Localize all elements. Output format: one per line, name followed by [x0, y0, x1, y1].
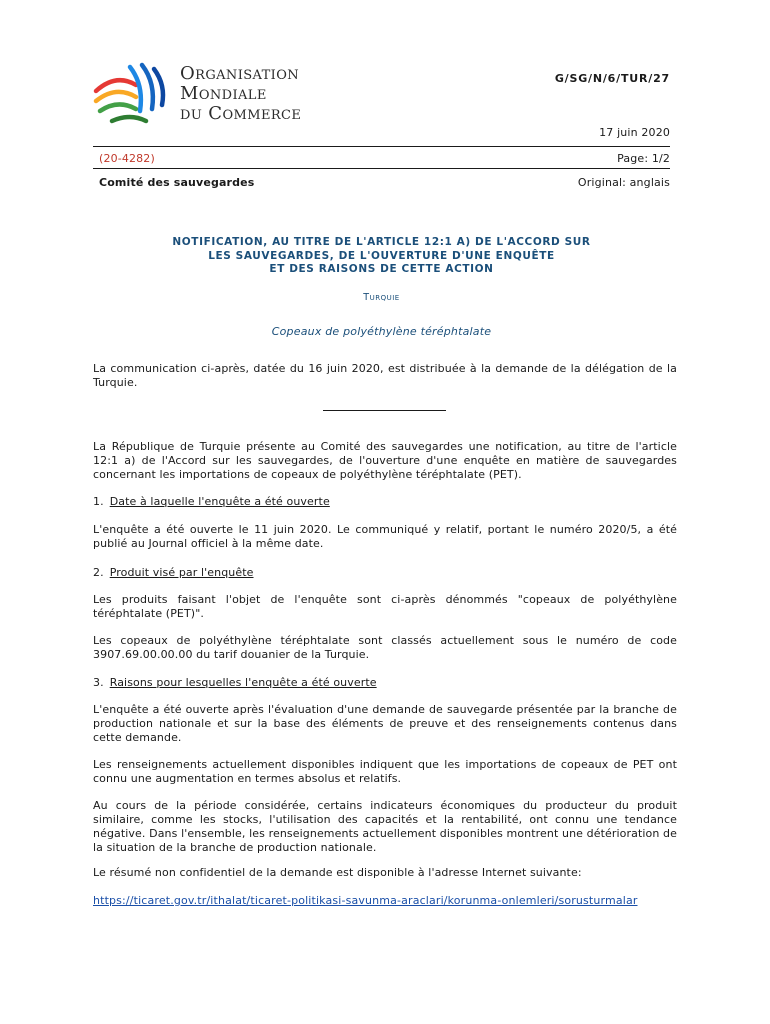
- org-name-line3: du Commerce: [180, 103, 302, 124]
- section-2-title: Produit visé par l'enquête: [109, 566, 254, 579]
- document-date: 17 juin 2020: [599, 126, 670, 139]
- header-rule: [93, 146, 670, 147]
- header-rule-2: [93, 168, 670, 169]
- intro-paragraph: La communication ci-après, datée du 16 juin 2020, est distribuée à la demande de la délégation de la Turquie.: [93, 362, 677, 389]
- summary-url-link[interactable]: https://ticaret.gov.tr/ithalat/ticaret-politikasi-savunma-araclari/korunma-onlemleri/sorusturmalar: [93, 894, 638, 907]
- org-name-line2: Mondiale: [180, 83, 267, 104]
- title-line-2: LES SAUVEGARDES, DE L'OUVERTURE D'UNE ENQUÊTE: [208, 249, 555, 262]
- page-number: Page: 1/2: [617, 152, 670, 165]
- section-3-paragraph-4: Le résumé non confidentiel de la demande est disponible à l'adresse Internet suivante:: [93, 866, 582, 879]
- section-3-number: 3.: [93, 676, 104, 689]
- title-line-1: NOTIFICATION, AU TITRE DE L'ARTICLE 12:1 A) DE L'ACCORD SUR: [172, 236, 591, 248]
- country-name: Turquie: [363, 292, 400, 303]
- section-2-number: 2.: [93, 566, 104, 579]
- section-1-title: Date à laquelle l'enquête a été ouverte: [109, 495, 330, 508]
- section-2-paragraph-1: Les produits faisant l'objet de l'enquête sont ci-après dénommés "copeaux de polyéthylène téréphtalate (PET)".: [93, 593, 677, 620]
- committee-name: Comité des sauvegardes: [99, 176, 255, 189]
- wto-logo-icon: [90, 55, 174, 133]
- wto-logo: [90, 55, 340, 133]
- section-2-heading: [93, 566, 254, 579]
- section-1-paragraph: L'enquête a été ouverte le 11 juin 2020. Le communiqué y relatif, portant le numéro 2020/5, a été publié au Journal officiel à la même date.: [93, 523, 677, 550]
- reference-number: (20-4282): [99, 152, 155, 165]
- section-1-number: 1.: [93, 495, 104, 508]
- body-paragraph-1: La République de Turquie présente au Comité des sauvegardes une notification, au titre de l'article 12:1 a) de l'Accord sur les sauvegardes, de l'ouverture d'une enquête en matière de sauvegardes concernant les importations de copeaux de polyéthylène téréphtalate (PET).: [93, 440, 677, 481]
- product-name: Copeaux de polyéthylène téréphtalate: [271, 325, 492, 338]
- section-3-paragraph-1: L'enquête a été ouverte après l'évaluation d'une demande de sauvegarde présentée par la branche de production nationale et sur la base des éléments de preuve et des renseignements contenus dans cette demande.: [93, 703, 677, 744]
- section-3-paragraph-3: Au cours de la période considérée, certains indicateurs économiques du producteur du produit similaire, comme les stocks, l'utilisation des capacités et la rentabilité, ont connu une tendance négative. Dans l'ensemble, les renseignements actuellement disponibles montrent une détérioration de la situation de la branche de production nationale.: [93, 799, 677, 854]
- separator-line: [323, 410, 446, 411]
- section-3-heading: [93, 676, 377, 689]
- title-line-3: ET DES RAISONS DE CETTE ACTION: [269, 263, 494, 275]
- document-title: [93, 236, 670, 277]
- section-3-title: Raisons pour lesquelles l'enquête a été ouverte: [109, 676, 377, 689]
- section-3-paragraph-2: Les renseignements actuellement disponibles indiquent que les importations de copeaux de PET ont connu une augmentation en termes absolus et relatifs.: [93, 758, 677, 785]
- section-2-paragraph-2: Les copeaux de polyéthylène téréphtalate sont classés actuellement sous le numéro de code 3907.69.00.00.00 du tarif douanier de la Turquie.: [93, 634, 677, 661]
- org-name-line1: Organisation: [180, 63, 300, 84]
- section-1-heading: [93, 495, 330, 508]
- document-symbol: G/SG/N/6/TUR/27: [554, 72, 670, 85]
- original-language: Original: anglais: [577, 176, 670, 189]
